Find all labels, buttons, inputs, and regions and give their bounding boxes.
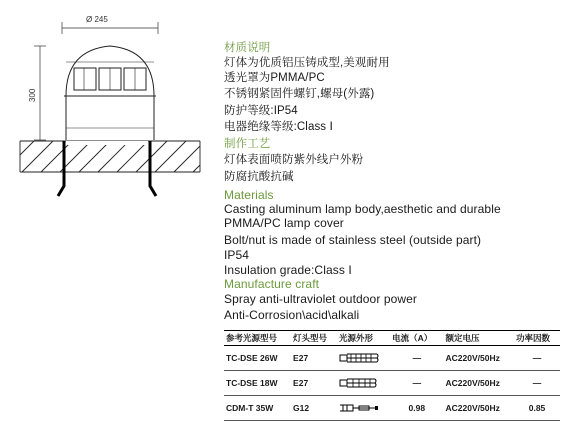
cell-pf: 0.85 [514,396,560,421]
table-row [224,346,560,371]
craft-cn-heading: 制作工艺 [224,138,271,150]
materials-en-line: Insulation grade:Class I [224,263,352,277]
cell-base: E27 [291,371,337,396]
cell-voltage: AC220V/50Hz [444,346,515,371]
cell-base: G12 [291,396,337,421]
materials-en-line: Bolt/nut is made of stainless steel (outside part) [224,233,482,247]
col-header-base: 灯头型号 [291,331,337,346]
materials-en-line: IP54 [224,248,250,262]
cell-current: — [390,371,443,396]
cell-model: TC-DSE 18W [224,371,291,396]
anchor-bolts [58,141,156,196]
craft-cn-line: 防腐抗酸抗碱 [224,171,294,183]
col-header-voltage: 额定电压 [444,331,515,346]
col-header-pf: 功率因数 [514,331,560,346]
materials-cn-line: 灯体为优质铝压铸成型,美观耐用 [224,57,390,69]
metal-halide-icon [339,402,379,414]
craft-en-heading: Manufacture craft [224,277,320,291]
cell-base: E27 [291,346,337,371]
table-header-row [224,331,560,346]
craft-en-line: Anti-Corrosion\acid\alkali [224,308,360,322]
cell-current: 0.98 [390,396,443,421]
light-source-spec-table [224,330,560,421]
col-header-model: 参考光源型号 [224,331,291,346]
cell-pf: — [514,346,560,371]
materials-cn-line: 不锈钢紧固件螺钉,螺母(外露) [224,88,375,100]
materials-en-line: PMMA/PC lamp cover [224,216,344,230]
col-header-shape: 光源外形 [337,331,390,346]
table-row [224,371,560,396]
craft-cn-line: 灯体表面喷防紫外线户外粉 [224,154,364,166]
materials-en-heading: Materials [224,188,274,202]
ground-hatching [20,141,200,172]
lamp-body [64,46,156,140]
materials-en-line: Casting aluminum lamp body,aesthetic and durable [224,202,501,216]
height-label: 300 [28,88,37,102]
cell-voltage: AC220V/50Hz [444,371,515,396]
materials-cn-line: 透光罩为PMMA/PC [224,72,325,84]
spiral-cfl-icon [339,377,379,389]
table-row [224,396,560,421]
cell-shape [337,346,390,371]
materials-cn-line: 防护等级:IP54 [224,105,298,117]
cell-current: — [390,346,443,371]
craft-en-line: Spray anti-ultraviolet outdoor power [224,292,418,306]
spiral-cfl-icon [339,352,379,364]
cell-shape [337,396,390,421]
materials-cn-line: 电器绝缘等级:Class Ⅰ [224,121,333,133]
cell-shape [337,371,390,396]
diameter-label: Ø 245 [86,15,108,24]
cell-voltage: AC220V/50Hz [444,396,515,421]
col-header-current: 电流（A） [390,331,443,346]
lamp-technical-drawing [0,0,215,230]
cell-model: TC-DSE 26W [224,346,291,371]
materials-cn-heading: 材质说明 [224,42,271,54]
cell-pf: — [514,371,560,396]
cell-model: CDM-T 35W [224,396,291,421]
